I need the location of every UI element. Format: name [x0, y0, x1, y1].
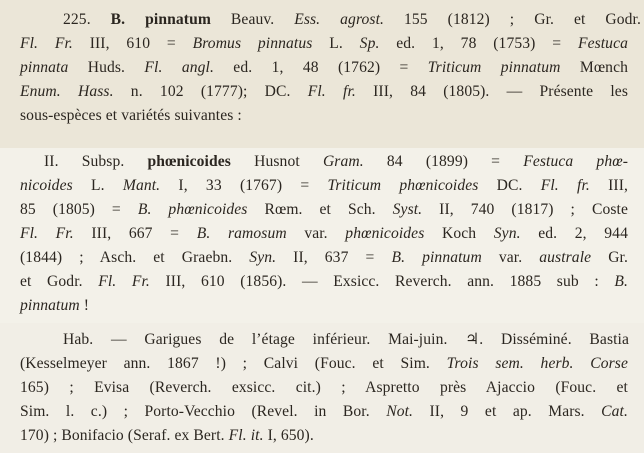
text-segment: II, 740 (1817) ; Coste	[422, 201, 628, 218]
text-segment: III, 84 (1805). — Présente les	[355, 83, 629, 100]
italic-text: Trois sem. herb. Corse	[446, 355, 628, 372]
text-line	[20, 224, 628, 244]
text-line	[20, 200, 628, 220]
bold-text: phœnicoides	[147, 153, 231, 170]
text-segment: (1844) ; Asch. et Graebn.	[20, 249, 250, 266]
italic-text: B. phœnicoides	[137, 201, 248, 218]
text-segment: Gr.	[591, 249, 628, 266]
text-segment: Husnot	[230, 153, 323, 170]
text-segment: 85 (1805) =	[20, 201, 138, 218]
italic-text: Ess. agrost.	[294, 11, 385, 28]
italic-text: Gram.	[322, 153, 364, 170]
text-segment: I, 650).	[263, 427, 314, 444]
italic-text: Triticum phœnicoides	[327, 177, 479, 194]
text-segment: var.	[481, 249, 540, 266]
italic-text: Bromus pinnatus	[192, 35, 313, 52]
italic-text: Triticum pinnatum	[427, 59, 561, 76]
text-segment: II, 637 =	[276, 249, 392, 266]
text-line	[20, 378, 628, 398]
italic-text: pinnata	[20, 59, 69, 76]
text-segment: var.	[286, 225, 346, 242]
italic-text: Cat.	[601, 403, 628, 420]
text-segment: et Godr.	[20, 273, 99, 290]
text-segment: Rœm. et Sch.	[247, 201, 393, 218]
text-line	[20, 248, 628, 268]
text-line	[20, 106, 242, 126]
italic-text: Fl. Fr.	[98, 273, 150, 290]
text-segment: II. Subsp.	[44, 153, 148, 170]
italic-text: australe	[539, 249, 592, 266]
text-line	[20, 426, 314, 446]
text-segment: Mœnch	[560, 59, 628, 76]
text-segment: III,	[589, 177, 628, 194]
italic-text: Festuca phœ-	[523, 153, 629, 170]
text-line	[63, 10, 641, 30]
text-segment: ed. 1, 48 (1762) =	[213, 59, 428, 76]
italic-text: Not.	[386, 403, 414, 420]
italic-text: Syst.	[392, 201, 423, 218]
italic-text: Syn.	[493, 225, 521, 242]
italic-text: Enum. Hass.	[20, 83, 114, 100]
italic-text: Fl. Fr.	[20, 35, 73, 52]
italic-text: Festuca	[577, 35, 628, 52]
italic-text: Mant.	[122, 177, 161, 194]
italic-text: B. ramosum	[196, 225, 287, 242]
italic-text: nicoides	[20, 177, 73, 194]
text-segment: Sim. l. c.) ; Porto-Vecchio (Revel. in Bor.	[20, 403, 387, 420]
text-segment: n. 102 (1777); DC.	[113, 83, 308, 100]
italic-text: Fl. fr.	[307, 83, 356, 100]
italic-text: Fl. it.	[228, 427, 264, 444]
text-segment: 84 (1899) =	[363, 153, 524, 170]
text-segment: DC.	[478, 177, 541, 194]
text-segment: Hab. — Garigues de l’étage inférieur. Mai-juin. ♃. Disséminé. Bastia	[63, 331, 629, 348]
text-segment: III, 667 =	[73, 225, 197, 242]
text-segment: L.	[72, 177, 123, 194]
italic-text: Fl. angl.	[144, 59, 214, 76]
text-segment: L.	[312, 35, 360, 52]
italic-text: Fl. Fr.	[20, 225, 74, 242]
bold-text: B. pinnatum	[110, 11, 211, 28]
text-segment: Beauv.	[210, 11, 295, 28]
text-line	[20, 82, 628, 102]
text-segment: 170) ; Bonifacio (Seraf. ex Bert.	[20, 427, 229, 444]
italic-text: Syn.	[249, 249, 277, 266]
text-line	[20, 34, 628, 54]
text-segment: II, 9 et ap. Mars.	[413, 403, 602, 420]
text-line	[63, 330, 629, 350]
text-segment: III, 610 =	[72, 35, 193, 52]
text-line	[44, 152, 628, 172]
text-segment: !	[79, 297, 90, 314]
text-line	[20, 354, 628, 374]
text-line	[20, 296, 89, 316]
text-line	[20, 176, 628, 196]
text-segment: Huds.	[68, 59, 145, 76]
text-segment: 165) ; Evisa (Reverch. exsicc. cit.) ; Aspretto près Ajaccio (Fouc. et	[20, 379, 628, 396]
text-segment: ed. 1, 78 (1753) =	[379, 35, 578, 52]
text-segment: ed. 2, 944	[520, 225, 628, 242]
italic-text: Sp.	[359, 35, 380, 52]
italic-text: Fl. fr.	[540, 177, 590, 194]
italic-text: B.	[614, 273, 628, 290]
italic-text: B. pinnatum	[391, 249, 482, 266]
italic-text: phœnicoides	[345, 225, 425, 242]
text-segment: III, 610 (1856). — Exsicc. Reverch. ann. 1885 sub :	[149, 273, 615, 290]
text-segment: (Kesselmeyer ann. 1867 !) ; Calvi (Fouc. et Sim.	[20, 355, 447, 372]
text-line	[20, 272, 628, 292]
text-segment: Koch	[424, 225, 494, 242]
text-line	[20, 402, 628, 422]
text-segment: sous-espèces et variétés suivantes :	[20, 107, 242, 124]
text-segment: 155 (1812) ; Gr. et Godr.	[384, 11, 641, 28]
italic-text: pinnatum	[20, 297, 80, 314]
text-segment: 225.	[63, 11, 111, 28]
text-segment: I, 33 (1767) =	[160, 177, 328, 194]
text-line	[20, 58, 628, 78]
